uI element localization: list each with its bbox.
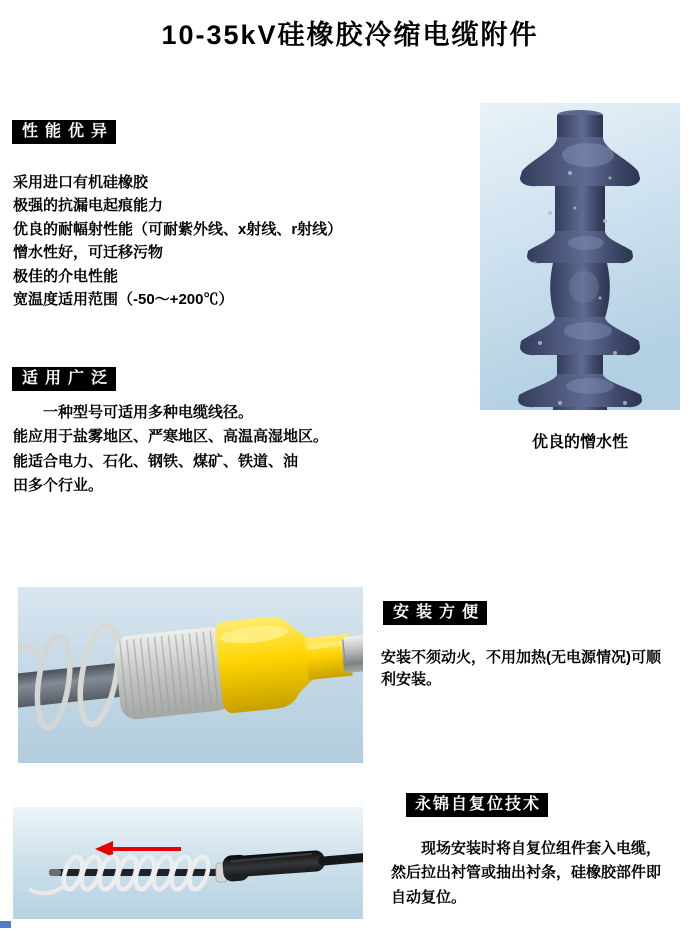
termination-assembly-illustration: [18, 587, 363, 763]
feature-item: 极佳的介电性能: [13, 267, 119, 285]
installation-paragraph: [381, 647, 661, 691]
self-reset-section-header: 永锦自复位技术: [406, 793, 548, 817]
feature-item: 极强的抗漏电起痕能力: [13, 197, 164, 215]
spiral-cord: [60, 854, 212, 891]
insulator-illustration: [480, 103, 680, 410]
page-corner-mark: [0, 921, 11, 928]
installation-section-header: 安装方便: [383, 601, 487, 625]
text-line: 然后拉出衬管或抽出衬条，硅橡胶部件即: [391, 864, 662, 882]
photo-caption: 优良的憎水性: [531, 434, 628, 451]
page-title: 10-35kV硅橡胶冷缩电缆附件: [161, 20, 539, 50]
text-line: 现场安装时将自复位组件套入电缆，: [421, 840, 662, 857]
application-paragraph: [13, 401, 328, 499]
cold-shrink-installation-photo: [18, 587, 363, 763]
text-line: 利安装。: [381, 671, 442, 688]
performance-section-header: 性能优异: [12, 120, 116, 144]
self-reset-paragraph: [391, 837, 661, 910]
text-line: 一种型号可适用多种电缆线径。: [43, 404, 254, 421]
feature-item: 憎水性好，可迁移污物: [13, 244, 164, 262]
text-line: 能适合电力、石化、钢铁、煤矿、铁道、油: [13, 452, 299, 470]
feature-item: 宽温度适用范围（-50～+200℃）: [13, 291, 234, 309]
feature-item: 采用进口有机硅橡胶: [13, 174, 149, 191]
hydrophobic-termination-photo: [480, 103, 680, 410]
performance-feature-list: [13, 171, 342, 311]
self-reset-cable-photo: [13, 807, 363, 919]
text-line: 自动复位。: [391, 888, 467, 906]
application-section-header: 适用广泛: [12, 367, 116, 391]
text-line: 安装不须动火，不用加热(无电源情况)可顺: [381, 649, 661, 666]
rip-cord-illustration: [13, 807, 363, 919]
text-line: 田多个行业。: [13, 477, 104, 495]
text-line: 能应用于盐雾地区、严寒地区、高温高湿地区。: [13, 428, 329, 446]
feature-item: 优良的耐幅射性能（可耐紫外线、x射线、r射线）: [13, 220, 343, 238]
